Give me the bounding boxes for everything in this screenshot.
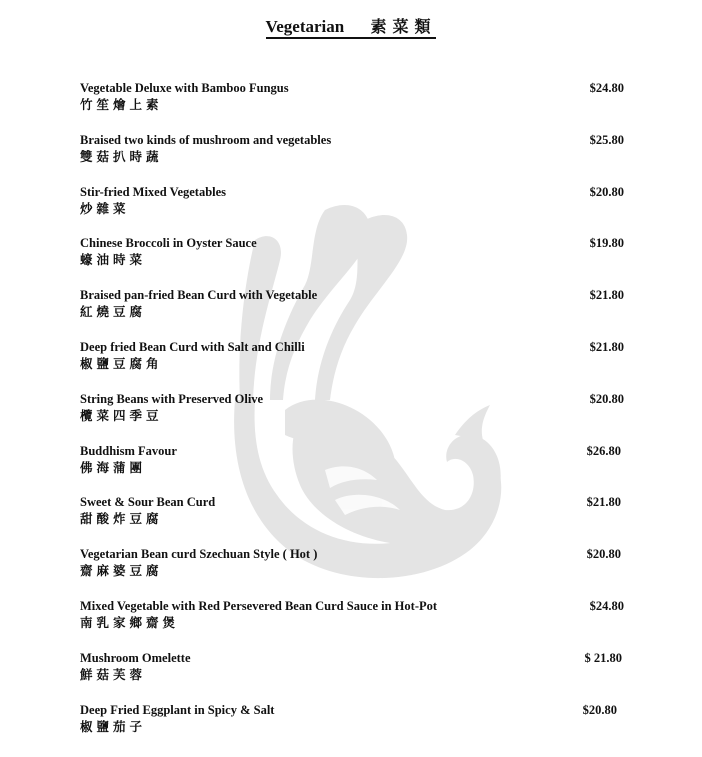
item-name-english: Chinese Broccoli in Oyster Sauce	[80, 236, 257, 251]
item-name-chinese: 佛海蒲團	[80, 459, 147, 475]
item-name-chinese: 竹笙燴上素	[80, 97, 163, 112]
title-chinese: 素菜類	[370, 17, 437, 36]
item-price: $ 21.80	[584, 650, 622, 665]
menu-item	[80, 339, 640, 391]
item-price: $19.80	[589, 236, 624, 251]
menu-item	[80, 80, 640, 132]
item-price: $24.80	[589, 598, 624, 613]
title-underlined	[266, 17, 437, 39]
item-name-chinese: 甜酸炸豆腐	[80, 511, 163, 527]
item-name-chinese: 齋麻婆豆腐	[80, 563, 163, 579]
item-price: $24.80	[589, 81, 624, 95]
page-title	[0, 14, 702, 37]
item-name-english: Vegetarian Bean curd Szechuan Style ( Hot )	[80, 547, 318, 562]
menu-item	[80, 443, 640, 495]
item-name-english: Buddhism Favour	[80, 443, 177, 458]
menu-item	[80, 650, 640, 702]
item-name-english: Braised pan-fried Bean Curd with Vegetable	[80, 288, 318, 303]
item-name-chinese: 南乳家鄉齋煲	[80, 614, 180, 630]
menu-item	[80, 235, 640, 287]
item-name-english: Braised two kinds of mushroom and vegetables	[80, 132, 332, 147]
item-price: $26.80	[586, 443, 621, 458]
item-name-chinese: 炒雜菜	[80, 200, 130, 216]
menu-item	[80, 132, 640, 184]
item-name-chinese: 紅燒豆腐	[80, 304, 147, 320]
item-name-english: String Beans with Preserved Olive	[80, 391, 264, 406]
menu-item	[80, 546, 640, 598]
item-name-chinese: 雙菇扒時蔬	[80, 148, 163, 164]
item-name-english: Deep Fried Eggplant in Spicy & Salt	[80, 702, 275, 717]
item-price: $20.80	[589, 391, 624, 406]
item-price: $25.80	[589, 132, 624, 147]
item-name-english: Sweet & Sour Bean Curd	[80, 495, 216, 510]
item-name-chinese: 蠔油時菜	[80, 252, 147, 268]
menu-item	[80, 702, 640, 754]
item-name-english: Stir-fried Mixed Vegetables	[80, 184, 227, 199]
item-price: $21.80	[589, 339, 624, 354]
item-name-chinese: 鮮菇芙蓉	[80, 666, 147, 682]
item-name-chinese: 椒鹽茄子	[80, 718, 147, 734]
menu-item	[80, 494, 640, 546]
item-name-english: Vegetable Deluxe with Bamboo Fungus	[80, 81, 289, 95]
menu-list	[80, 80, 640, 753]
title-english: Vegetarian	[265, 17, 345, 36]
menu-item	[80, 184, 640, 236]
item-name-english: Mixed Vegetable with Red Persevered Bean Curd Sauce in Hot-Pot	[80, 598, 438, 613]
item-price: $21.80	[589, 288, 624, 303]
item-price: $20.80	[586, 547, 621, 562]
item-price: $21.80	[586, 495, 621, 510]
item-price: $20.80	[582, 702, 617, 717]
menu-item	[80, 287, 640, 339]
item-name-english: Deep fried Bean Curd with Salt and Chilli	[80, 339, 305, 354]
menu-item	[80, 391, 640, 443]
menu-item	[80, 598, 640, 650]
item-name-english: Mushroom Omelette	[80, 650, 191, 665]
item-price: $20.80	[589, 184, 624, 199]
item-name-chinese: 椒鹽豆腐角	[80, 355, 163, 371]
item-name-chinese: 欖菜四季豆	[80, 407, 163, 423]
